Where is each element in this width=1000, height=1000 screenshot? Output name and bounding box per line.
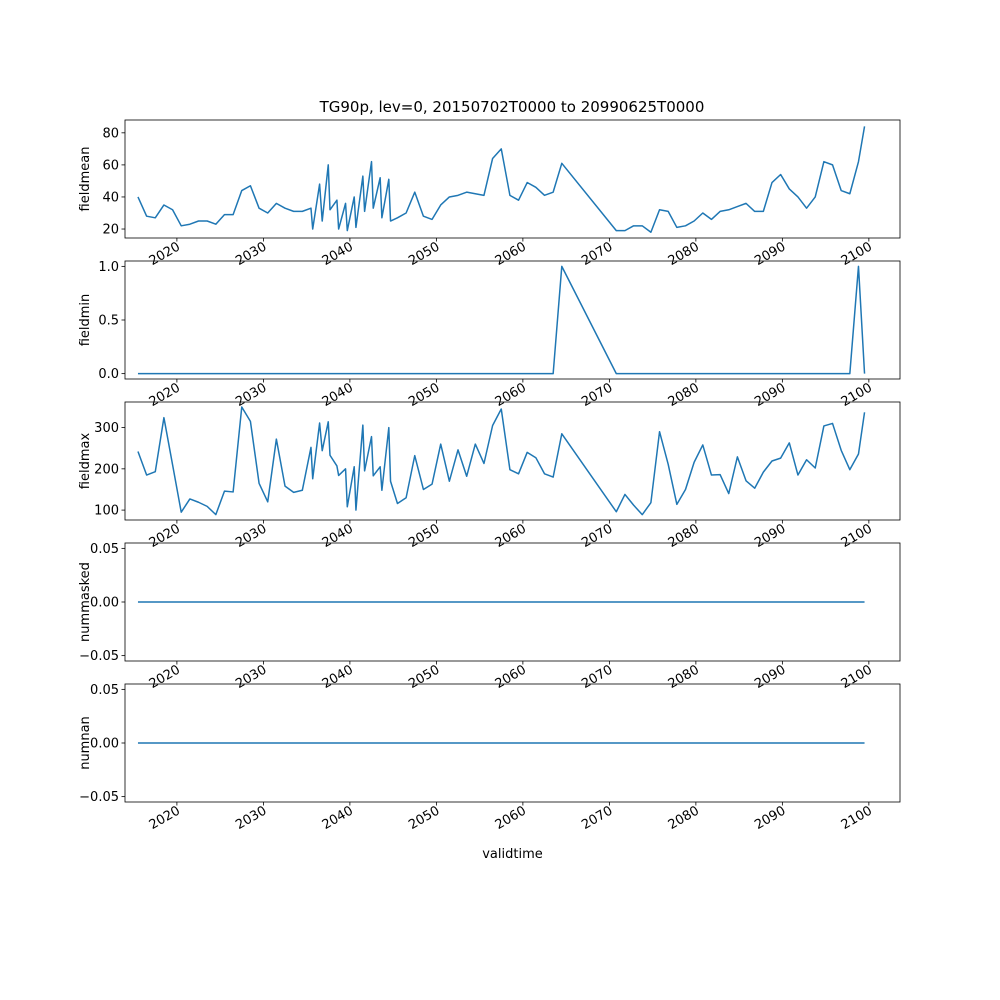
x-tick-label: 2060 bbox=[492, 662, 529, 693]
x-tick-label: 2090 bbox=[752, 380, 789, 411]
x-tick-label: 2040 bbox=[319, 662, 356, 693]
x-tick-label: 2050 bbox=[406, 521, 443, 552]
x-tick-label: 2100 bbox=[838, 803, 875, 834]
x-tick-label: 2080 bbox=[665, 803, 702, 834]
x-tick-label: 2030 bbox=[233, 239, 270, 270]
y-axis-label: fieldmin bbox=[78, 293, 93, 347]
y-axis-label: fieldmax bbox=[78, 432, 93, 490]
x-tick-label: 2090 bbox=[752, 662, 789, 693]
x-tick-label: 2020 bbox=[146, 662, 183, 693]
x-tick-label: 2050 bbox=[406, 239, 443, 270]
x-tick-label: 2070 bbox=[579, 380, 616, 411]
x-tick-label: 2080 bbox=[665, 521, 702, 552]
x-tick-label: 2080 bbox=[665, 239, 702, 270]
x-tick-label: 2030 bbox=[233, 521, 270, 552]
x-tick-label: 2020 bbox=[146, 380, 183, 411]
y-tick-label: 40 bbox=[102, 190, 119, 206]
y-tick-label: 0.05 bbox=[90, 541, 119, 557]
x-tick-label: 2040 bbox=[319, 521, 356, 552]
chart-title: TG90p, lev=0, 20150702T0000 to 20990625T0000 bbox=[319, 98, 705, 116]
x-tick-label: 2030 bbox=[233, 803, 270, 834]
y-tick-label: 1.0 bbox=[98, 259, 119, 275]
y-tick-label: 300 bbox=[94, 421, 119, 437]
y-tick-label: 0.00 bbox=[90, 595, 119, 611]
x-tick-label: 2100 bbox=[838, 662, 875, 693]
x-tick-label: 2050 bbox=[406, 803, 443, 834]
x-axis-label: validtime bbox=[482, 847, 543, 862]
x-tick-label: 2030 bbox=[233, 662, 270, 693]
x-tick-label: 2090 bbox=[752, 521, 789, 552]
y-tick-label: 20 bbox=[102, 222, 119, 238]
y-tick-label: −0.05 bbox=[79, 790, 119, 806]
x-tick-label: 2090 bbox=[752, 239, 789, 270]
x-tick-label: 2060 bbox=[492, 803, 529, 834]
y-tick-label: 0.0 bbox=[98, 367, 119, 383]
x-tick-label: 2040 bbox=[319, 803, 356, 834]
y-axis-label: fieldmean bbox=[78, 146, 93, 212]
x-tick-label: 2050 bbox=[406, 662, 443, 693]
y-tick-label: 0.05 bbox=[90, 682, 119, 698]
x-tick-label: 2070 bbox=[579, 239, 616, 270]
x-tick-label: 2070 bbox=[579, 803, 616, 834]
y-tick-label: 0.00 bbox=[90, 736, 119, 752]
x-tick-label: 2050 bbox=[406, 380, 443, 411]
x-tick-label: 2020 bbox=[146, 803, 183, 834]
x-tick-label: 2080 bbox=[665, 380, 702, 411]
x-tick-label: 2090 bbox=[752, 803, 789, 834]
y-axis-label: nummasked bbox=[78, 562, 93, 642]
y-tick-label: 0.5 bbox=[98, 313, 119, 329]
x-tick-label: 2020 bbox=[146, 239, 183, 270]
y-axis-label: numnan bbox=[78, 716, 93, 770]
x-tick-label: 2040 bbox=[319, 239, 356, 270]
x-tick-label: 2060 bbox=[492, 521, 529, 552]
x-tick-label: 2060 bbox=[492, 239, 529, 270]
x-tick-label: 2080 bbox=[665, 662, 702, 693]
y-tick-label: 80 bbox=[102, 126, 119, 142]
y-tick-label: 60 bbox=[102, 158, 119, 174]
y-tick-label: 100 bbox=[94, 503, 119, 519]
x-tick-label: 2070 bbox=[579, 662, 616, 693]
x-tick-label: 2100 bbox=[838, 380, 875, 411]
x-tick-label: 2070 bbox=[579, 521, 616, 552]
x-tick-label: 2030 bbox=[233, 380, 270, 411]
y-tick-label: −0.05 bbox=[79, 649, 119, 665]
x-tick-label: 2060 bbox=[492, 380, 529, 411]
x-tick-label: 2020 bbox=[146, 521, 183, 552]
x-tick-label: 2040 bbox=[319, 380, 356, 411]
y-tick-label: 200 bbox=[94, 462, 119, 478]
x-tick-label: 2100 bbox=[838, 239, 875, 270]
x-tick-label: 2100 bbox=[838, 521, 875, 552]
